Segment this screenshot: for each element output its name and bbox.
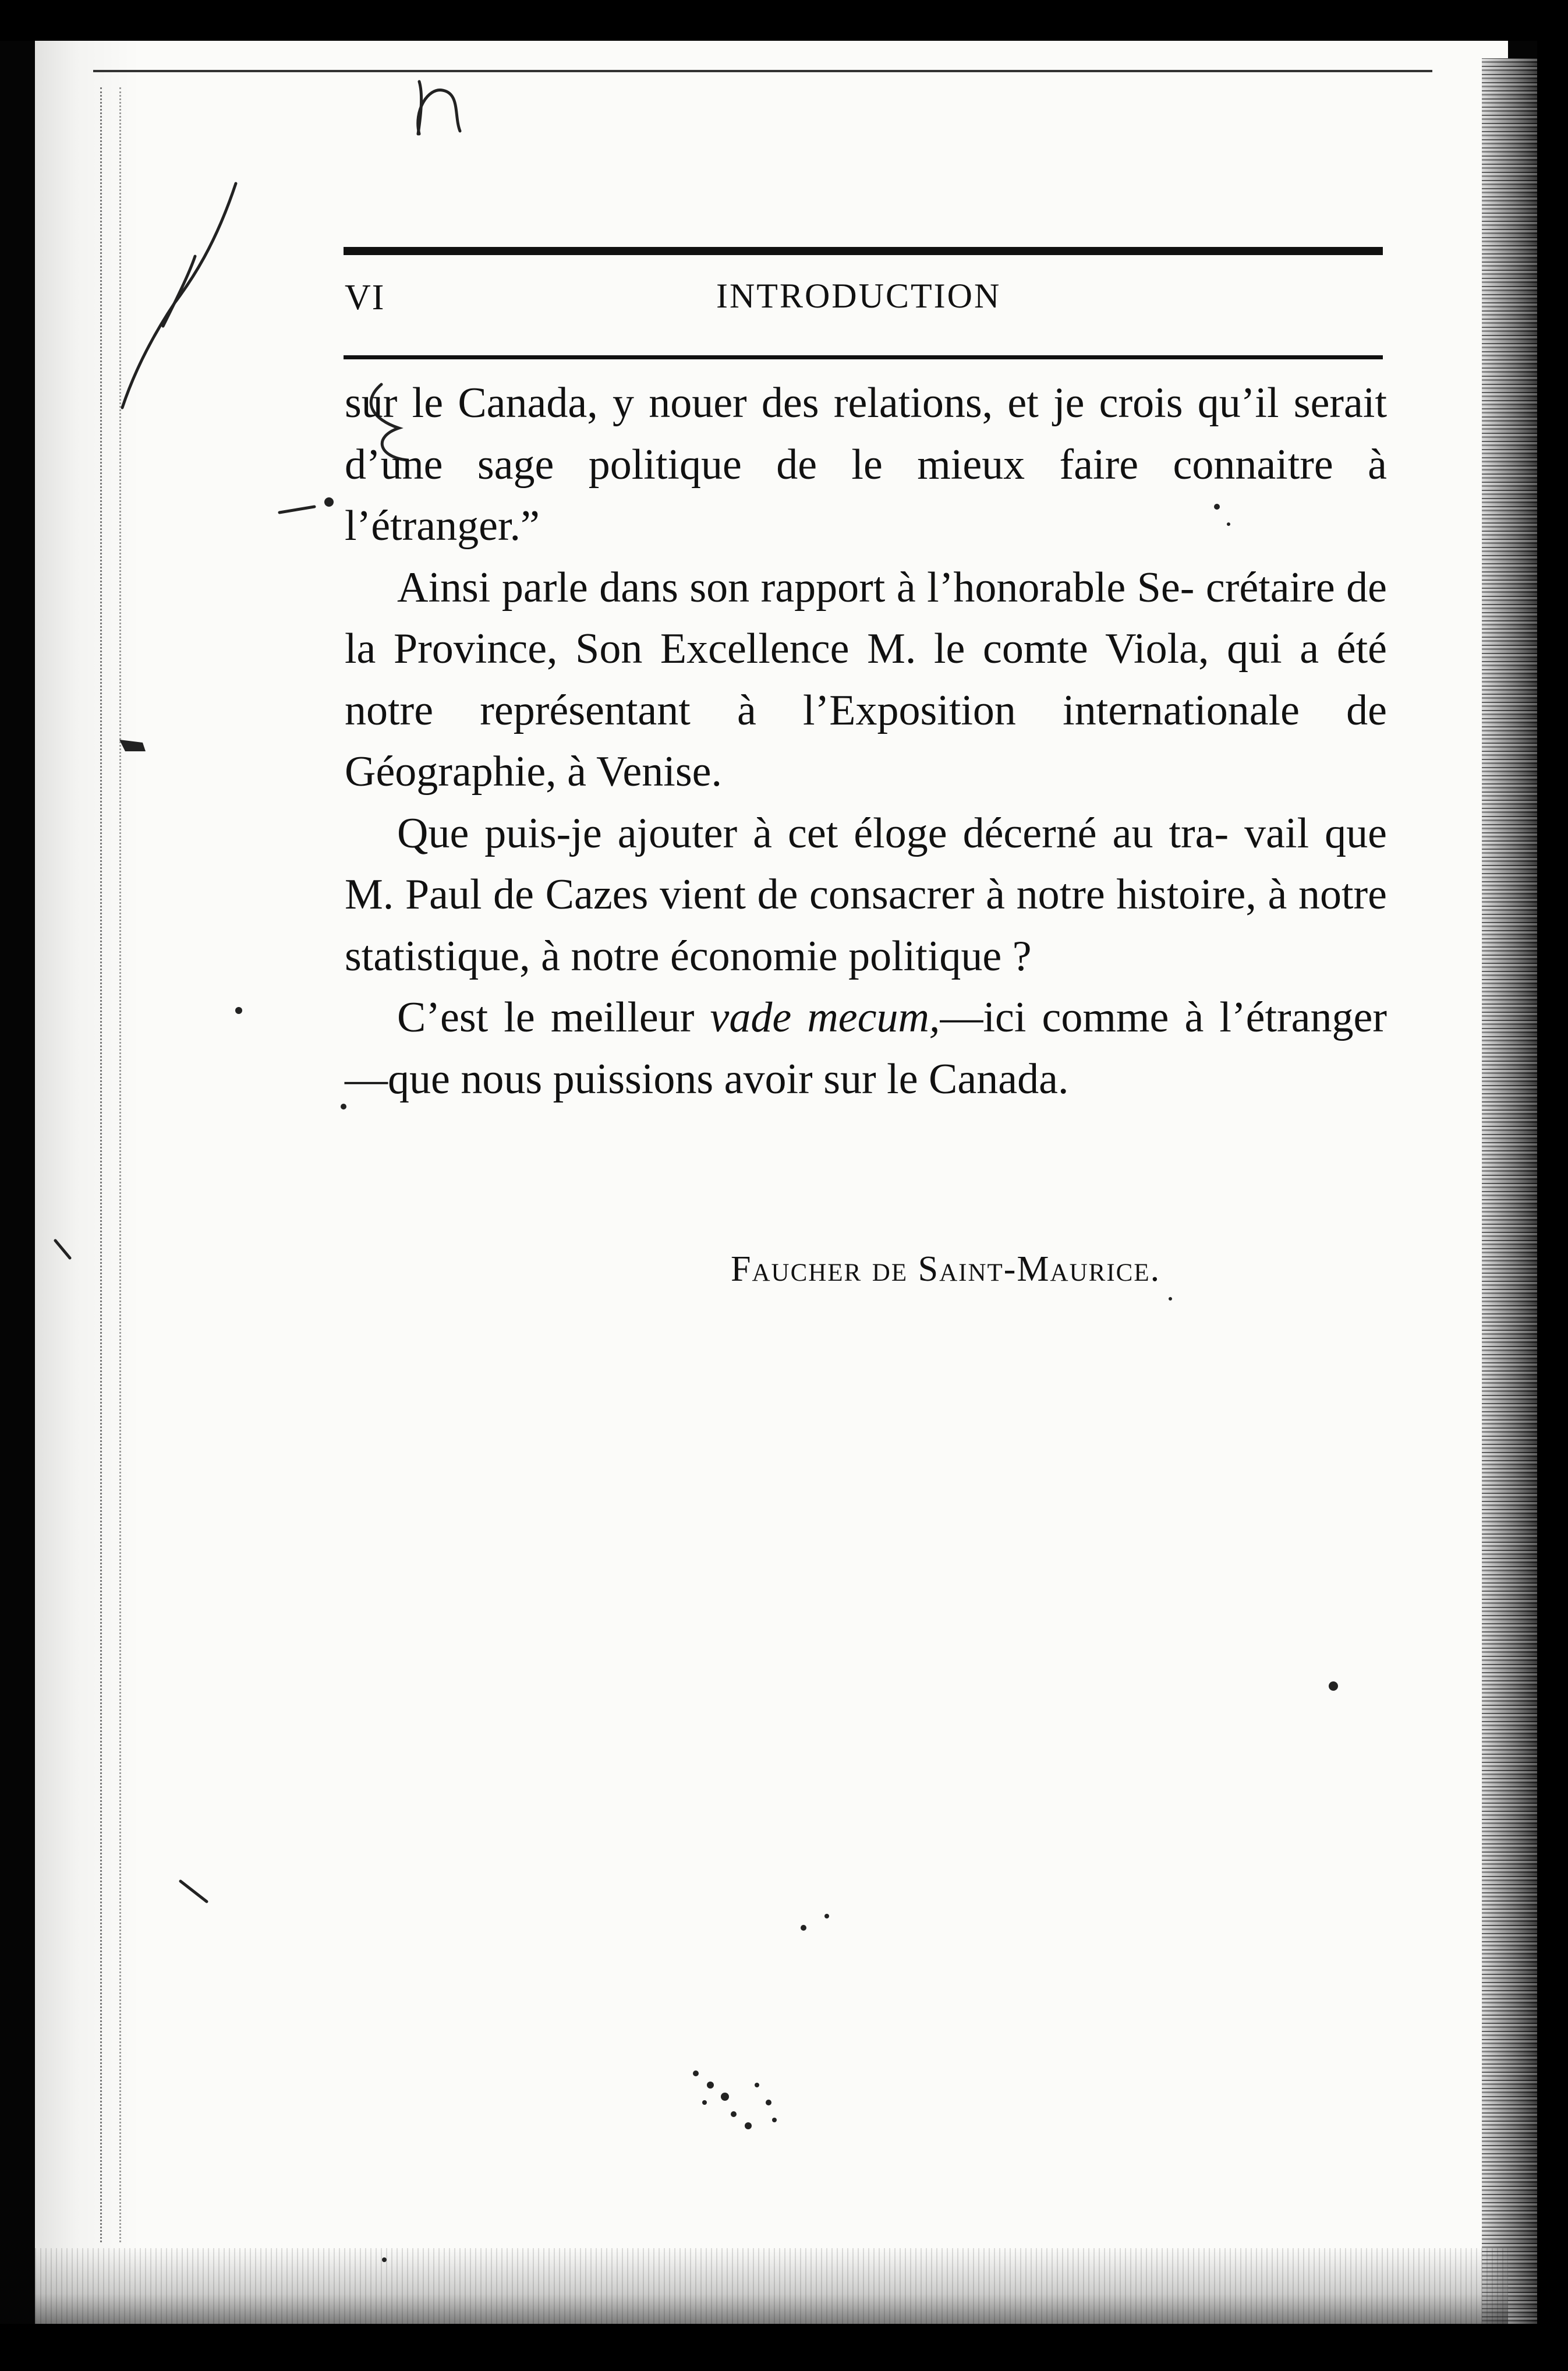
paragraph-2 <box>345 557 1387 803</box>
top-page-edge-line <box>93 70 1432 72</box>
left-fold-mark-inner <box>119 87 121 2242</box>
text-line: Ainsi parle dans son rapport à l’honorable Se- <box>397 563 1195 612</box>
paragraph-1 <box>345 373 1387 557</box>
text-fragment: C’est le meilleur <box>397 994 710 1041</box>
text-line: vail que M. Paul de Cazes vient de consacrer à <box>345 809 1387 918</box>
author-signature: Faucher de Saint-Maurice. <box>731 1249 1161 1289</box>
text-line: politique ? <box>848 932 1032 980</box>
text-fragment: —ici comme à <box>940 994 1204 1041</box>
left-page-shadow <box>35 41 140 2330</box>
bottom-scan-border <box>0 2324 1568 2371</box>
text-line: Viola, qui a été notre représentant à l’Exposition <box>345 625 1387 734</box>
page-number: VI <box>345 278 385 317</box>
top-scan-border <box>0 0 1568 41</box>
paragraph-4 <box>345 987 1387 1110</box>
text-line: Que puis-je ajouter à cet éloge décerné au tra- <box>397 809 1229 857</box>
left-fold-mark <box>100 87 102 2242</box>
right-page-stack-edge <box>1482 58 1546 2330</box>
right-scan-border <box>1537 0 1568 2371</box>
text-line: qu’il serait d’une sage politique de le mieux faire <box>345 379 1388 489</box>
text-line: connaitre à l’étranger.” <box>345 440 1388 550</box>
text-line: sur le Canada, y nouer des relations, et je crois <box>345 379 1183 427</box>
text-line: l’étranger—que nous puissions avoir sur le Canada. <box>345 994 1388 1103</box>
paragraph-3 <box>345 803 1387 988</box>
running-title: INTRODUCTION <box>716 277 1001 315</box>
text-line: notre histoire, à notre statistique, à notre économie <box>345 871 1388 980</box>
text-line: crétaire de la Province, Son Excellence M. le comte <box>345 563 1387 673</box>
bottom-page-noise <box>35 2248 1508 2324</box>
body-text <box>345 373 1387 1110</box>
text-line: internationale de Géographie, à Venise. <box>345 686 1387 796</box>
italic-phrase: vade mecum, <box>710 994 940 1041</box>
header-rule-top <box>344 247 1383 255</box>
header-rule-bottom <box>344 355 1383 359</box>
